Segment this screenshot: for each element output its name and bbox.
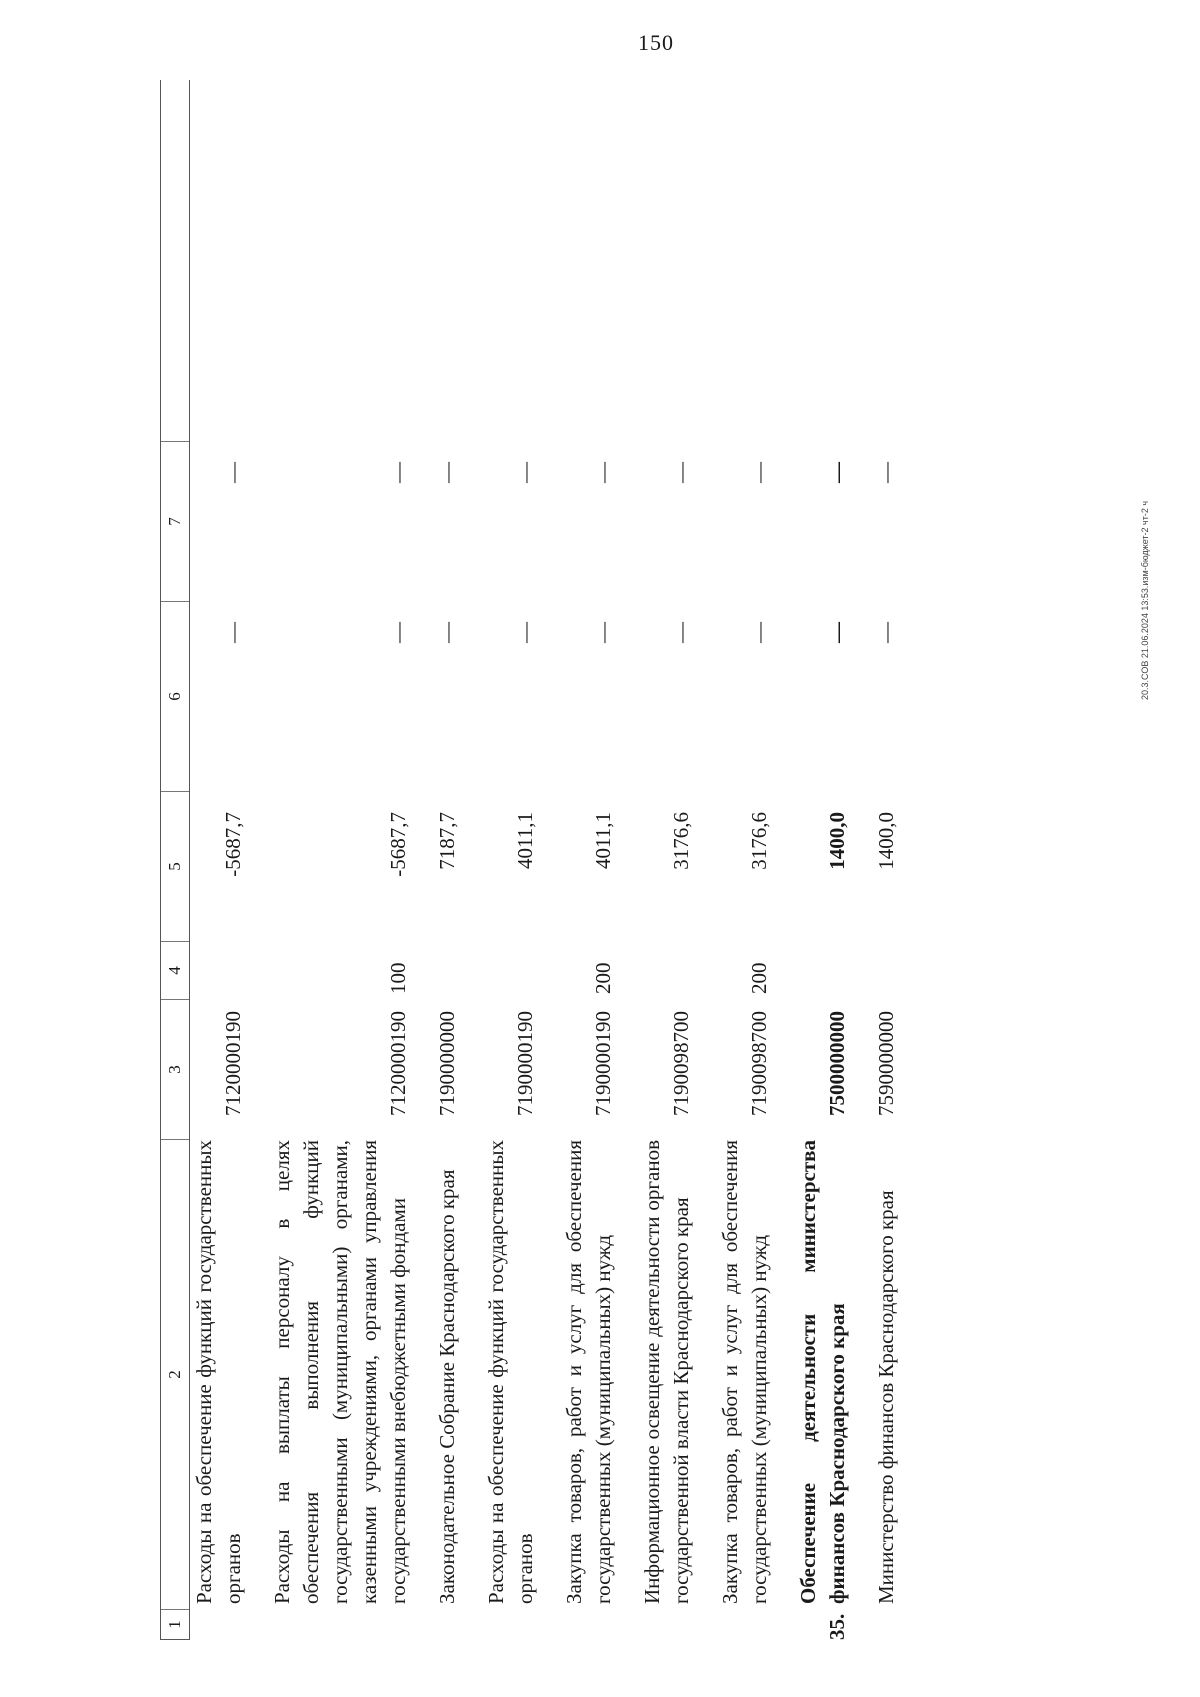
page-number: 150 — [638, 30, 674, 55]
row-name: Закупка товаров, работ и услуг для обеспечения государственных (муниципальных) нужд — [718, 1140, 771, 1604]
header-col-2: 2 — [161, 1139, 189, 1609]
row-col7: — — [221, 462, 245, 483]
table-row — [268, 80, 413, 1640]
header-col-5: 5 — [161, 791, 189, 941]
footer-document-code: 20.3.СОВ 21.06.2024 13:53.изм-бюджет-2 чт-2 ч — [1140, 500, 1150, 700]
row-amount: 4011,1 — [513, 812, 537, 869]
table-row — [482, 80, 540, 1640]
table-row — [638, 80, 696, 1640]
row-name: Законодательное Собрание Краснодарского края — [435, 1169, 459, 1604]
row-name: Информационное освещение деятельности органов государственной власти Краснодарского края — [640, 1140, 693, 1604]
row-col7: — — [747, 462, 771, 483]
row-type: 200 — [591, 962, 615, 994]
row-type: 100 — [386, 962, 410, 994]
row-name: Расходы на выплаты персоналу в целях обеспечения выполнения функций государственными (муниципальными) органами, казенными учреждениями, органами управления государственными внебюджетными фондами — [270, 1140, 410, 1604]
row-col7: — — [591, 462, 615, 483]
row-amount: 3176,6 — [747, 812, 771, 870]
row-code: 7120000190 — [221, 1011, 245, 1116]
row-code: 7120000190 — [386, 1011, 410, 1116]
row-amount: 1400,0 — [825, 812, 849, 870]
table-header-row — [160, 80, 190, 1640]
row-code: 7190000190 — [591, 1011, 615, 1116]
row-amount: -5687,7 — [386, 812, 410, 877]
row-code: 7590000000 — [874, 1011, 898, 1116]
table-row-section — [794, 80, 852, 1640]
row-amount: 7187,7 — [435, 812, 459, 870]
row-col6: — — [825, 622, 849, 643]
header-col-1: 1 — [161, 1609, 189, 1639]
row-col7: — — [513, 462, 537, 483]
row-amount: 1400,0 — [874, 812, 898, 870]
budget-table — [160, 80, 990, 1640]
header-col-4: 4 — [161, 941, 189, 999]
table-row — [716, 80, 774, 1640]
row-code: 7190000190 — [513, 1011, 537, 1116]
row-col6: — — [221, 622, 245, 643]
row-code: 7190000000 — [435, 1011, 459, 1116]
row-name: Министерство финансов Краснодарского края — [874, 1190, 898, 1604]
row-number: 35. — [825, 1613, 849, 1640]
row-col6: — — [874, 622, 898, 643]
header-col-6: 6 — [161, 601, 189, 791]
row-type: 200 — [747, 962, 771, 994]
table-row — [190, 80, 248, 1640]
table-row — [560, 80, 618, 1640]
row-col7: — — [874, 462, 898, 483]
row-code: 7190098700 — [669, 1011, 693, 1116]
row-amount: -5687,7 — [221, 812, 245, 877]
table-row — [433, 80, 462, 1640]
row-col6: — — [435, 622, 459, 643]
row-col7: — — [435, 462, 459, 483]
row-col7: — — [669, 462, 693, 483]
row-col6: — — [669, 622, 693, 643]
row-code: 7190098700 — [747, 1011, 771, 1116]
row-col7: — — [386, 462, 410, 483]
row-amount: 3176,6 — [669, 812, 693, 870]
row-col6: — — [591, 622, 615, 643]
table-body — [190, 80, 901, 1640]
row-col7: — — [825, 462, 849, 483]
row-amount: 4011,1 — [591, 812, 615, 869]
row-name: Закупка товаров, работ и услуг для обеспечения государственных (муниципальных) нужд — [562, 1140, 615, 1604]
row-name: Обеспечение деятельности министерства финансов Краснодарского края — [796, 1140, 849, 1604]
header-col-3: 3 — [161, 999, 189, 1139]
row-code: 7500000000 — [825, 1011, 849, 1116]
row-col6: — — [747, 622, 771, 643]
header-col-7: 7 — [161, 441, 189, 601]
row-name: Расходы на обеспечение функций государственных органов — [484, 1140, 537, 1604]
row-col6: — — [386, 622, 410, 643]
row-name: Расходы на обеспечение функций государственных органов — [192, 1140, 245, 1604]
row-col6: — — [513, 622, 537, 643]
table-row — [872, 80, 901, 1640]
